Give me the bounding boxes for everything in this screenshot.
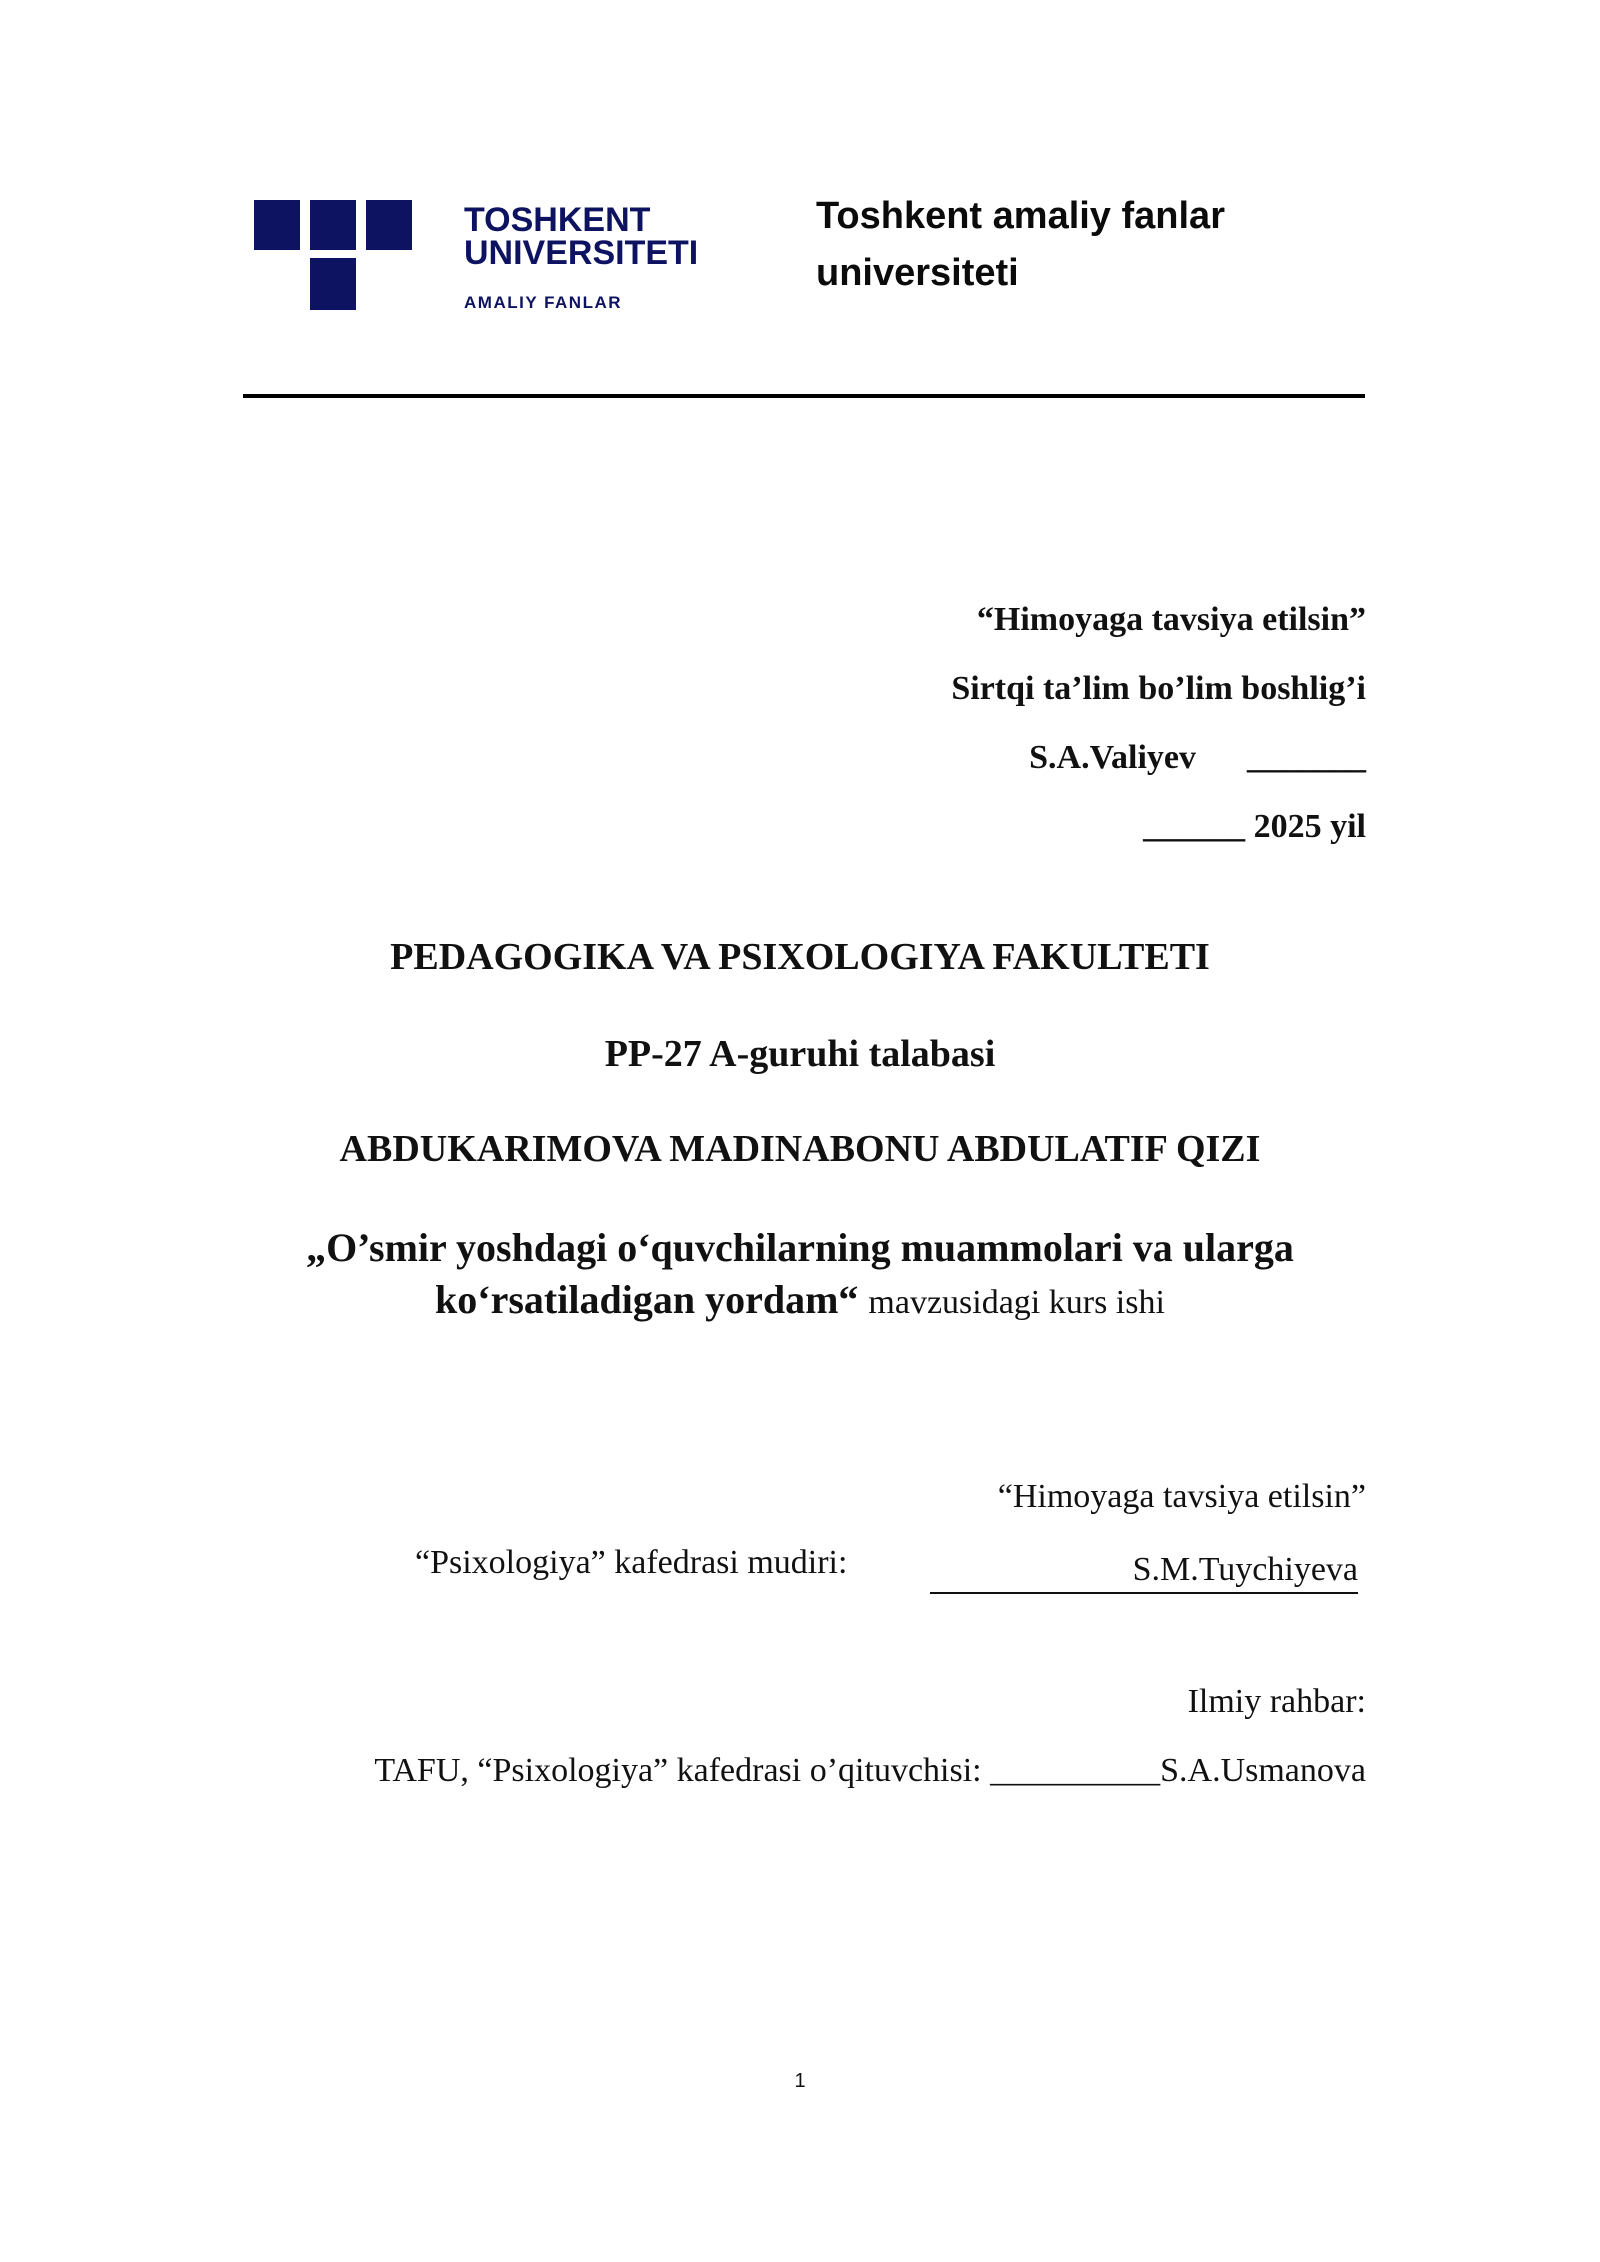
department-head-label: “Psixologiya” kafedrasi mudiri: [415,1544,848,1581]
department-head-name-text: S.M.Tuychiyeva [1132,1551,1358,1588]
header-divider [243,394,1365,398]
logo-mark-icon [254,198,714,318]
approval-top-signatory: S.A.Valiyev _______ [1029,739,1366,776]
group-label: PP-27 A-guruhi talabasi [604,1033,996,1075]
course-work-topic [200,1222,1400,1329]
teacher-signature-line: TAFU, “Psixologiya” kafedrasi o’qituvchisi: __________S.A.Usmanova [374,1752,1366,1789]
approval-top-date: ______ 2025 yil [1143,808,1366,845]
approval-block-top [951,585,1366,861]
university-logo [254,198,714,318]
university-name-line1: Toshkent amaliy fanlar [816,195,1225,237]
approval-top-position: Sirtqi ta’lim bo’lim boshlig’i [951,670,1366,707]
logo-line1: TOSHKENT [464,201,651,239]
topic-line2: ko‘rsatiladigan yordam“ [435,1277,859,1322]
logo-line2: UNIVERSITETI [464,234,699,272]
university-name [816,188,1376,302]
approval-bottom-recommend: “Himoyaga tavsiya etilsin” [997,1478,1366,1515]
advisor-label: Ilmiy rahbar: [1187,1683,1366,1720]
student-name: ABDUKARIMOVA MADINABONU ABDULATIF QIZI [339,1128,1261,1170]
topic-suffix: mavzusidagi kurs ishi [868,1284,1165,1321]
topic-line1: „O’smir yoshdagi o‘quvchilarning muammolari va ularga [306,1225,1294,1270]
page-number: 1 [794,2070,806,2092]
faculty-title: PEDAGOGIKA VA PSIXOLOGIYA FAKULTETI [390,936,1210,978]
university-name-line2: universiteti [816,252,1019,294]
approval-top-recommend: “Himoyaga tavsiya etilsin” [976,601,1366,638]
department-head-name [930,1548,1358,1594]
logo-line3: AMALIY FANLAR [464,293,623,312]
